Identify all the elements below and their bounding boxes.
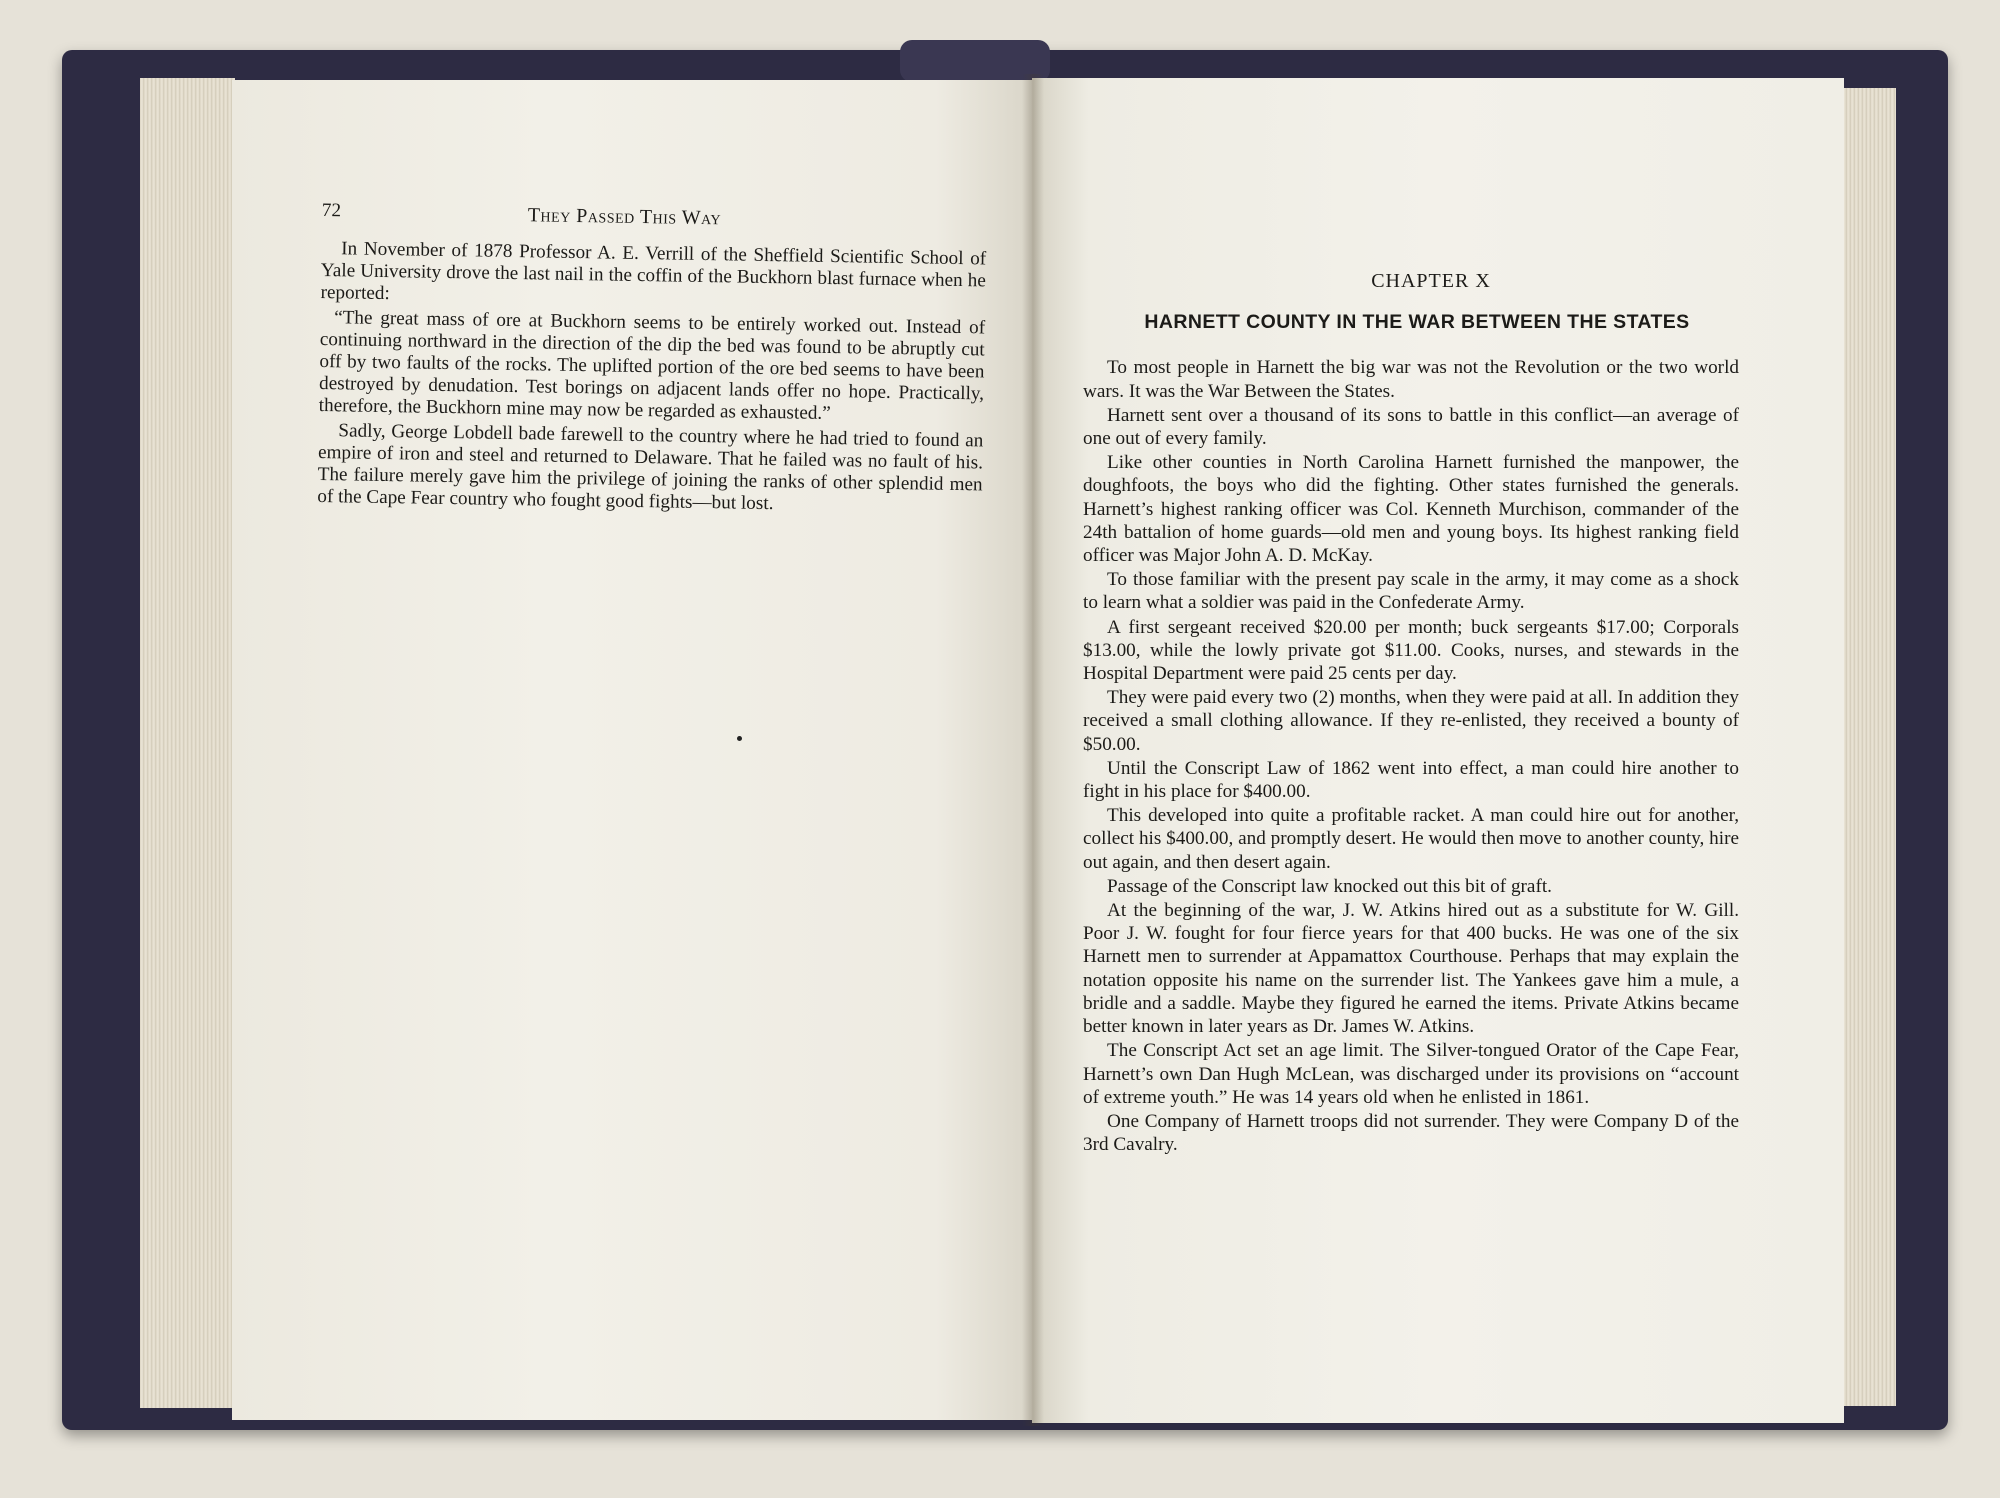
paragraph: Harnett sent over a thousand of its sons to battle in this conflict—an average of one out of every family. [1083,404,1739,450]
paragraph: Passage of the Conscript law knocked out this bit of graft. [1107,875,1552,897]
page-number: 72 [321,200,342,222]
left-page-text [317,200,987,518]
paragraph: At the beginning of the war, J. W. Atkins hired out as a substitute for W. Gill. Poor J. W. fought for four fierce years for that 400 bucks. He was one of the six Harnett men to surrender at Appamattox Courthouse. Perhaps that may explain the notation opposite his name on the surrender list. The Yankees gave him a mule, a bridle and a saddle. Maybe they figured he earned the items. Private Atkins became better known in later years as Dr. James W. Atkins. [1083,900,1739,1038]
left-page-edges [140,78,235,1408]
paragraph: To those familiar with the present pay scale in the army, it may come as a shock to learn what a soldier was paid in the Confederate Army. [1083,569,1739,614]
running-title: They Passed This Way [527,204,722,230]
paragraph: To most people in Harnett the big war was not the Revolution or the two world wars. It was the War Between the States. [1083,357,1739,402]
paragraph: The Conscript Act set an age limit. The Silver-tongued Orator of the Cape Fear, Harnett’s own Dan Hugh McLean, was discharged under its provisions on “account of extreme youth.” He was 14 years old when he enlisted in 1861. [1083,1040,1739,1108]
paragraph: Like other counties in North Carolina Harnett furnished the manpower, the doughfoots, the boys who did the fighting. Other states furnished the generals. Harnett’s highest ranking officer was Col. Kenneth Murchison, commander of the 24th battalion of home guards—old men and young boys. Its highest ranking field officer was Major John A. D. McKay. [1083,452,1739,567]
ink-speck [737,736,742,741]
paragraph: A first sergeant received $20.00 per month; buck sergeants $17.00; Corporals $13.00, while the lowly private got $11.00. Cooks, nurses, and stewards in the Hospital Department were paid 25 cents per day. [1083,616,1739,685]
right-page-text [1083,270,1739,1156]
quoted-report: “The great mass of ore at Buckhorn seems to be entirely worked out. Instead of continuing northward in the direction of the dip the bed was found to be abruptly cut off by two faults of the rocks. The uplifted portion of the ore bed seems to have been destroyed by denudation. Test borings on adjacent lands offer no hope. Practically, therefore, the Buckhorn mine may now be regarded as exhausted.” [318,307,986,424]
chapter-title: HARNETT COUNTY IN THE WAR BETWEEN THE STATES [1144,311,1690,334]
paragraph: In November of 1878 Professor A. E. Verrill of the Sheffield Scientific School of Yale University drove the last nail in the coffin of the Buckhorn blast furnace when he reported: [320,238,987,304]
chapter-number: CHAPTER X [1371,270,1491,292]
right-page-edges [1838,88,1896,1406]
paragraph: Until the Conscript Law of 1862 went into effect, a man could hire another to fight in his place for $400.00. [1083,757,1739,803]
paragraph: Sadly, George Lobdell bade farewell to the country where he had tried to found an empire of iron and steel and returned to Delaware. That he failed was no fault of his. The failure merely gave him the privilege of joining the ranks of other splendid men of the Cape Fear country who fought good fights—but lost. [317,420,984,514]
paragraph: One Company of Harnett troops did not surrender. They were Company D of the 3rd Cavalry. [1083,1110,1739,1156]
paragraph: They were paid every two (2) months, when they were paid at all. In addition they received a small clothing allowance. If they re-enlisted, they received a bounty of $50.00. [1083,687,1739,755]
paragraph: This developed into quite a profitable racket. A man could hire out for another, collect his $400.00, and promptly desert. He would then move to another county, hire out again, and then desert again. [1083,805,1739,873]
book-gutter [1022,74,1044,1426]
